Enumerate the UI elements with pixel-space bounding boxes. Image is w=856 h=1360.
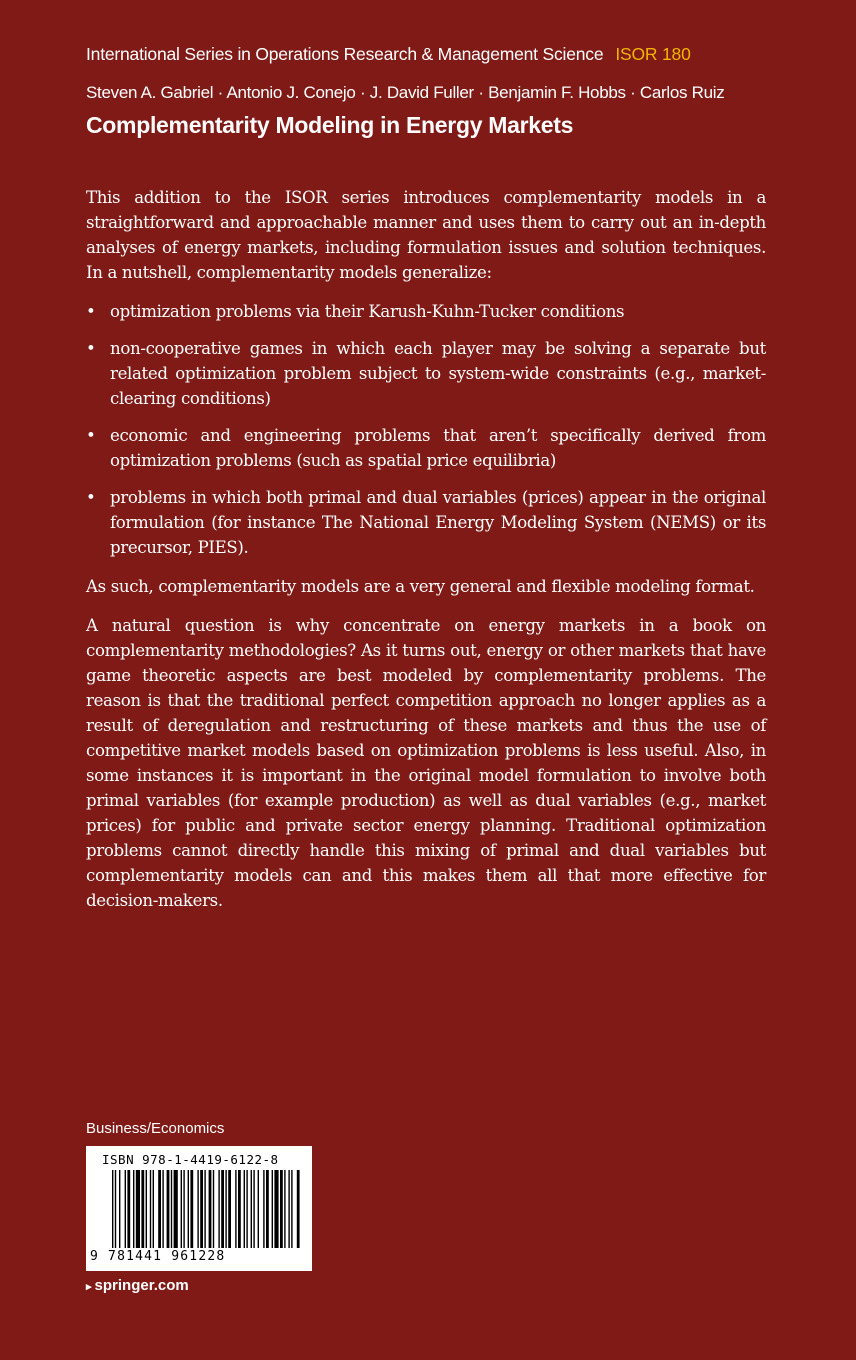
barcode-bar xyxy=(188,1170,189,1248)
barcode-bar xyxy=(112,1170,113,1248)
barcode-bar xyxy=(244,1170,245,1248)
barcode-bar xyxy=(119,1170,120,1248)
bullet-list xyxy=(86,299,766,560)
series-number: ISOR 180 xyxy=(615,44,691,64)
website-link[interactable] xyxy=(86,1277,189,1294)
author-list: Steven A. Gabriel · Antonio J. Conejo · J. David Fuller · Benjamin F. Hobbs · Carlos Ruiz xyxy=(86,83,725,102)
blurb-closing: A natural question is why concentrate on energy markets in a book on complementarity methodologies? As it turns out, energy or other markets that have game theoretic aspects are best modeled by complementarity problems. The reason is that the traditional perfect competition approach no longer applies as a result of deregulation and restructuring of these markets and thus the use of competitive market models based on optimization problems is less useful. Also, in some instances it is important in the original model formulation to involve both primal variables (for example production) as well as dual variables (e.g., market prices) for public and private sector energy planning. Traditional optimization problems cannot directly handle this mixing of primal and dual variables but complementarity models can and this makes them all that more effective for decision-makers. xyxy=(86,616,766,910)
bullet-text: economic and engineering problems that aren’t specifically derived from optimization problems (such as spatial price equilibria) xyxy=(110,426,766,470)
barcode-bar xyxy=(228,1170,231,1248)
barcode-bar xyxy=(153,1170,154,1248)
barcode-bar xyxy=(272,1170,273,1248)
barcode-bar xyxy=(125,1170,126,1248)
barcode-bar xyxy=(167,1170,170,1248)
barcode-bar xyxy=(158,1170,161,1248)
barcode-bar xyxy=(266,1170,269,1248)
isbn-label: ISBN 978-1-4419-6122-8 xyxy=(102,1152,279,1167)
barcode-bar xyxy=(258,1170,259,1248)
barcode-bar xyxy=(291,1170,292,1248)
barcode-bar xyxy=(284,1170,285,1248)
barcode-bar xyxy=(251,1170,252,1248)
barcode-bar xyxy=(218,1170,219,1248)
barcode-bar xyxy=(115,1170,116,1248)
barcode-bar xyxy=(127,1170,130,1248)
barcode-bar xyxy=(133,1170,134,1248)
bullet-text: problems in which both primal and dual variables (prices) appear in the original formulation (for instance The National Energy Modeling System (NEMS) or its precursor, PIES). xyxy=(110,488,766,557)
barcode-bar xyxy=(200,1170,203,1248)
barcode-bar xyxy=(171,1170,172,1248)
series-line xyxy=(86,44,691,65)
barcode-bar xyxy=(146,1170,147,1248)
bullet-glyph: • xyxy=(86,488,96,507)
barcode-bar xyxy=(274,1170,278,1248)
category-label: Business/Economics xyxy=(86,1120,225,1137)
bullet-glyph: • xyxy=(86,426,96,445)
barcode-bar xyxy=(235,1170,236,1248)
barcode-bar xyxy=(288,1170,289,1248)
bullet-glyph: • xyxy=(86,302,96,321)
barcode-bar xyxy=(204,1170,205,1248)
barcode-bar xyxy=(162,1170,163,1248)
barcode-bar xyxy=(181,1170,182,1248)
barcode-digits: 9 781441 961228 xyxy=(90,1249,226,1264)
blurb-summary: As such, complementarity models are a very general and flexible modeling format. xyxy=(86,577,755,596)
book-title: Complementarity Modeling in Energy Markets xyxy=(86,112,574,138)
barcode-bar xyxy=(150,1170,151,1248)
barcode-bar xyxy=(280,1170,283,1248)
arrow-icon: ▸ xyxy=(86,1281,92,1293)
barcode-bar xyxy=(246,1170,247,1248)
barcode-bar xyxy=(238,1170,241,1248)
barcode-bar xyxy=(221,1170,224,1248)
barcode-bar xyxy=(209,1170,212,1248)
series-name: International Series in Operations Research & Management Science xyxy=(86,44,604,64)
bullet-item xyxy=(86,299,766,324)
bullet-item xyxy=(86,423,766,473)
barcode-bar xyxy=(297,1170,300,1248)
isbn-barcode xyxy=(86,1146,312,1271)
bullet-text: non-cooperative games in which each player may be solving a separate but related optimization problem subject to system-wide constraints (e.g., market-clearing conditions) xyxy=(110,339,766,408)
bullet-glyph: • xyxy=(86,339,96,358)
barcode-bar xyxy=(136,1170,140,1248)
barcode-bar xyxy=(253,1170,254,1248)
bullet-text: optimization problems via their Karush-Kuhn-Tucker conditions xyxy=(110,302,625,321)
website-text: springer.com xyxy=(94,1277,189,1294)
barcode-bar xyxy=(225,1170,226,1248)
blurb xyxy=(86,185,766,927)
barcode-bar xyxy=(190,1170,193,1248)
barcode-bar xyxy=(183,1170,184,1248)
barcode-bar xyxy=(141,1170,144,1248)
blurb-intro: This addition to the ISOR series introduces complementarity models in a straightforward and approachable manner and uses them to carry out an in-depth analyses of energy markets, including formulation issues and solution techniques. In a nutshell, complementarity models generalize: xyxy=(86,188,766,282)
barcode-bar xyxy=(213,1170,214,1248)
bullet-item xyxy=(86,485,766,560)
barcode-bar xyxy=(197,1170,198,1248)
barcode-bar xyxy=(174,1170,178,1248)
barcode-bar xyxy=(263,1170,264,1248)
bullet-item xyxy=(86,336,766,411)
